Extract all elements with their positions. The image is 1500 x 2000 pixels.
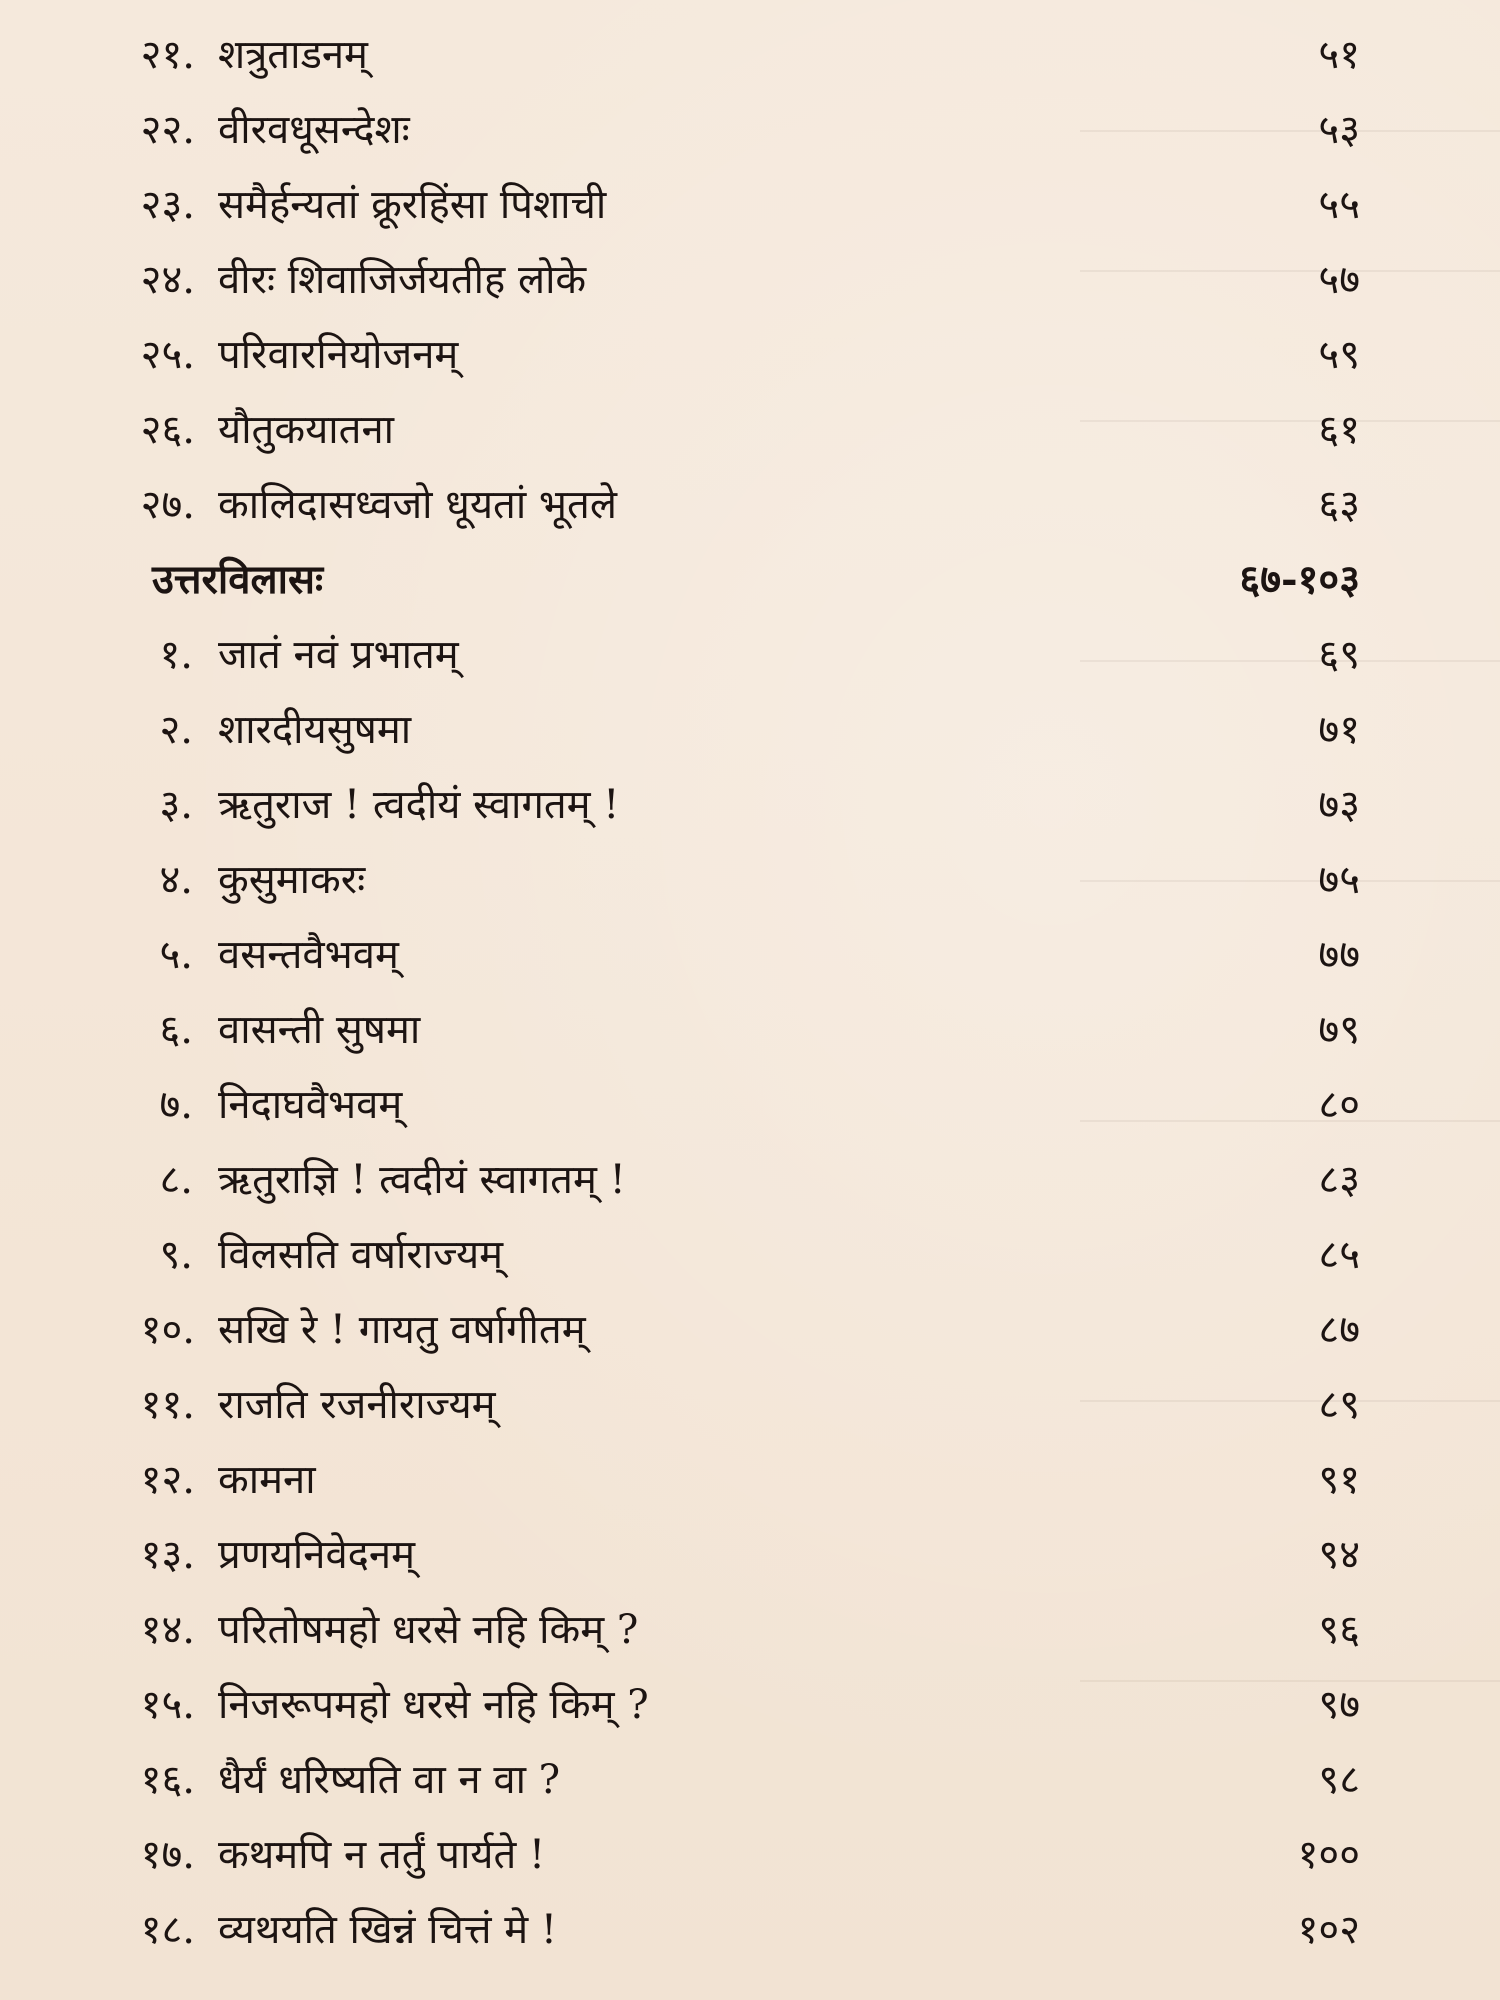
entry-number: २. xyxy=(159,707,193,753)
entry-title: ऋतुराज्ञि ! त्वदीयं स्वागतम् ! xyxy=(218,1157,626,1203)
entry-title: समैर्हन्यतां क्रूरहिंसा पिशाची xyxy=(218,182,607,228)
toc-row xyxy=(0,245,1500,315)
entry-number: ३. xyxy=(159,782,193,828)
entry-page: ५९ xyxy=(1318,332,1360,378)
toc-row xyxy=(0,1070,1500,1140)
entry-title: कामना xyxy=(218,1457,316,1503)
entry-number: २७. xyxy=(140,482,195,528)
entry-page: ८३ xyxy=(1318,1157,1360,1203)
entry-title: कालिदासध्वजो धूयतां भूतले xyxy=(218,482,617,528)
section-page-range: ६७-१०३ xyxy=(1239,556,1360,603)
entry-page: १०० xyxy=(1297,1832,1360,1878)
entry-title: शत्रुताडनम् xyxy=(218,32,368,78)
entry-page: ७७ xyxy=(1318,932,1360,978)
toc-row xyxy=(0,1595,1500,1665)
toc-row xyxy=(0,770,1500,840)
entry-page: ८७ xyxy=(1318,1307,1360,1353)
toc-row xyxy=(0,170,1500,240)
entry-number: १८. xyxy=(140,1907,195,1953)
entry-title: निजरूपमहो धरसे नहि किम् ? xyxy=(218,1682,649,1728)
toc-row xyxy=(0,395,1500,465)
entry-page: ५५ xyxy=(1318,182,1360,228)
entry-number: २४. xyxy=(140,257,195,303)
entry-title: कुसुमाकरः xyxy=(218,857,366,903)
entry-title: ऋतुराज ! त्वदीयं स्वागतम् ! xyxy=(218,782,620,828)
entry-title: वीरवधूसन्देशः xyxy=(218,107,410,153)
entry-title: कथमपि न तर्तुं पार्यते ! xyxy=(218,1832,546,1878)
entry-number: ६. xyxy=(159,1007,193,1053)
entry-number: १७. xyxy=(140,1832,195,1878)
section-heading xyxy=(0,545,1500,615)
entry-page: ७९ xyxy=(1318,1007,1360,1053)
entry-page: ८० xyxy=(1318,1082,1360,1128)
section-title: उत्तरविलासः xyxy=(152,556,324,603)
toc-row xyxy=(0,620,1500,690)
entry-number: ९. xyxy=(159,1232,193,1278)
entry-title: वीरः शिवाजिर्जयतीह लोके xyxy=(218,257,587,303)
toc-row xyxy=(0,20,1500,90)
entry-title: जातं नवं प्रभातम् xyxy=(218,632,459,678)
toc-row xyxy=(0,1145,1500,1215)
toc-row xyxy=(0,920,1500,990)
entry-page: ६३ xyxy=(1318,482,1360,528)
entry-page: ५७ xyxy=(1318,257,1360,303)
entry-title: विलसति वर्षाराज्यम् xyxy=(218,1232,504,1278)
toc-row xyxy=(0,1370,1500,1440)
entry-page: ७१ xyxy=(1318,707,1360,753)
entry-title: यौतुकयातना xyxy=(218,407,394,453)
entry-title: निदाघवैभवम् xyxy=(218,1082,403,1128)
entry-number: ७. xyxy=(159,1082,193,1128)
toc-row xyxy=(0,95,1500,165)
entry-number: ८. xyxy=(159,1157,193,1203)
entry-number: १४. xyxy=(140,1607,195,1653)
entry-number: २३. xyxy=(140,182,195,228)
entry-page: ९८ xyxy=(1318,1757,1360,1803)
toc-row xyxy=(0,1820,1500,1890)
toc-row xyxy=(0,1670,1500,1740)
entry-title: शारदीयसुषमा xyxy=(218,707,412,753)
entry-number: २१. xyxy=(140,32,195,78)
entry-number: १२. xyxy=(140,1457,195,1503)
entry-number: २५. xyxy=(140,332,195,378)
toc-row xyxy=(0,845,1500,915)
entry-number: १६. xyxy=(140,1757,195,1803)
toc-row xyxy=(0,1445,1500,1515)
entry-number: १०. xyxy=(140,1307,195,1353)
toc-row xyxy=(0,1295,1500,1365)
entry-title: परितोषमहो धरसे नहि किम् ? xyxy=(218,1607,639,1653)
entry-number: १५. xyxy=(140,1682,195,1728)
entry-page: ७५ xyxy=(1318,857,1360,903)
entry-number: १. xyxy=(159,632,193,678)
entry-page: ८९ xyxy=(1318,1382,1360,1428)
entry-page: १०२ xyxy=(1297,1907,1360,1953)
entry-page: ९७ xyxy=(1318,1682,1360,1728)
entry-number: १३. xyxy=(140,1532,195,1578)
entry-page: ७३ xyxy=(1318,782,1360,828)
toc-row xyxy=(0,695,1500,765)
entry-number: ४. xyxy=(159,857,193,903)
entry-title: राजति रजनीराज्यम् xyxy=(218,1382,496,1428)
toc-row xyxy=(0,470,1500,540)
entry-page: ८५ xyxy=(1318,1232,1360,1278)
entry-title: प्रणयनिवेदनम् xyxy=(218,1532,416,1578)
entry-title: व्यथयति खिन्नं चित्तं मे ! xyxy=(218,1907,557,1953)
toc-row xyxy=(0,1745,1500,1815)
entry-number: २६. xyxy=(140,407,195,453)
entry-page: ६९ xyxy=(1318,632,1360,678)
toc-row xyxy=(0,1520,1500,1590)
entry-title: वसन्तवैभवम् xyxy=(218,932,399,978)
entry-page: ५१ xyxy=(1318,32,1360,78)
table-of-contents xyxy=(0,20,1500,1980)
entry-page: ६१ xyxy=(1318,407,1360,453)
toc-row xyxy=(0,320,1500,390)
entry-number: ११. xyxy=(140,1382,195,1428)
entry-title: वासन्ती सुषमा xyxy=(218,1007,421,1053)
toc-row xyxy=(0,1220,1500,1290)
toc-row xyxy=(0,1895,1500,1965)
entry-title: परिवारनियोजनम् xyxy=(218,332,459,378)
entry-page: ९१ xyxy=(1318,1457,1360,1503)
entry-page: ५३ xyxy=(1318,107,1360,153)
entry-page: ९६ xyxy=(1318,1607,1360,1653)
entry-page: ९४ xyxy=(1318,1532,1360,1578)
entry-number: २२. xyxy=(140,107,195,153)
entry-title: सखि रे ! गायतु वर्षागीतम् xyxy=(218,1307,586,1353)
entry-number: ५. xyxy=(159,932,193,978)
entry-title: धैर्यं धरिष्यति वा न वा ? xyxy=(218,1757,561,1803)
toc-row xyxy=(0,995,1500,1065)
